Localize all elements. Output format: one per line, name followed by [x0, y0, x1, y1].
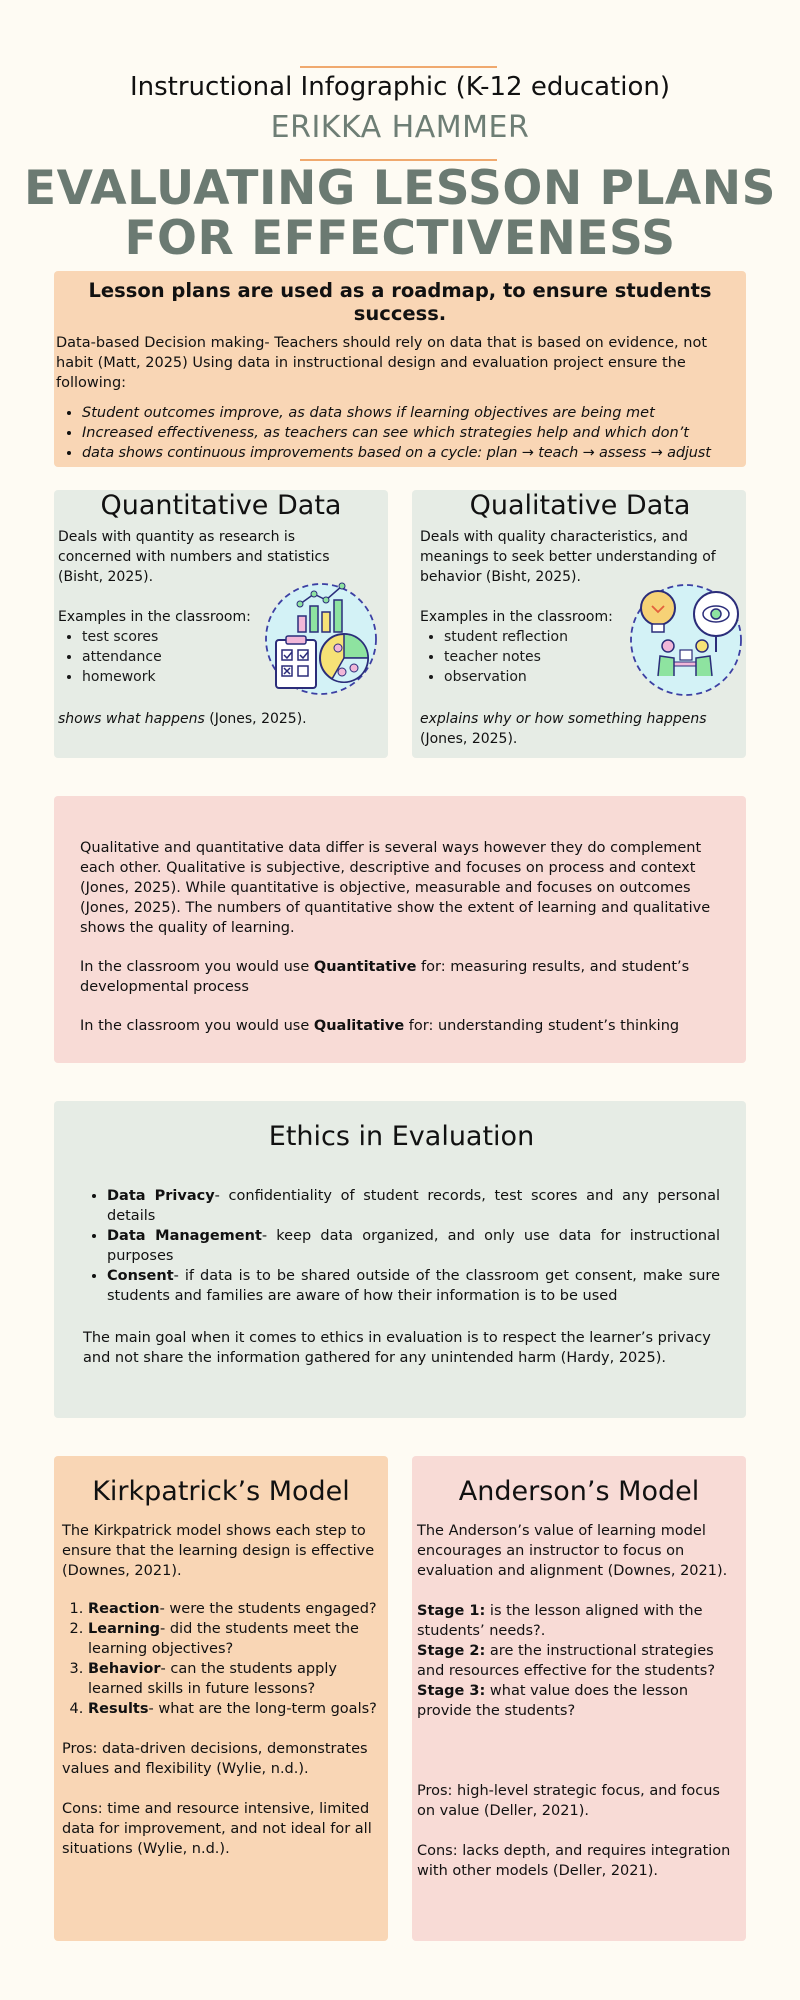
- step-text: - what are the long-term goals?: [148, 1701, 377, 1717]
- lightbulb-eye-icon: [624, 580, 746, 698]
- qualitative-use-bold: Qualitative: [313, 1018, 405, 1034]
- list-item: • homework: [82, 667, 384, 687]
- title-line-1: EVALUATING LESSON PLANS: [24, 161, 776, 216]
- list-item: • Increased effectiveness, as teachers can see which strategies help and which don’t: [82, 423, 744, 443]
- kirkpatrick-intro: The Kirkpatrick model shows each step to ensure that the learning design is effective (Downes, 2021).: [62, 1523, 375, 1579]
- step-term: Learning: [88, 1621, 161, 1637]
- list-item: [107, 1266, 720, 1306]
- stage-term: Stage 2:: [417, 1643, 486, 1659]
- intro-section: [54, 271, 746, 467]
- subtitle: Instructional Infographic (K-12 education): [129, 72, 671, 102]
- quantitative-description: Deals with quantity as research is concerned with numbers and statistics (Bisht, 2025).: [58, 529, 330, 585]
- step-text: - can the students apply learned skills in future lessons?: [88, 1661, 337, 1697]
- list-item: [88, 1599, 380, 1619]
- qualitative-footer: [420, 709, 740, 749]
- author-name: ERIKKA HAMMER: [270, 110, 530, 145]
- qualitative-use: [80, 1016, 720, 1036]
- intro-bullet-list: [56, 403, 744, 463]
- top-divider: [300, 66, 497, 68]
- ethics-term: Data Privacy: [107, 1188, 215, 1204]
- quantitative-footer-italic: shows what happens: [58, 711, 205, 727]
- qualitative-use-prefix: In the classroom you would use: [80, 1018, 314, 1034]
- anderson-stages: [417, 1601, 741, 1721]
- list-item: • student reflection: [444, 627, 740, 647]
- anderson-pros: Pros: high-level strategic focus, and focus on value (Deller, 2021).: [417, 1783, 720, 1819]
- quantitative-footer-citation: (Jones, 2025).: [204, 711, 307, 727]
- ethics-text: - if data is to be shared outside of the classroom get consent, make sure students and families are aware of how their information is to be used: [107, 1268, 720, 1304]
- stage-text: what value does the lesson provide the students?: [417, 1683, 689, 1719]
- stage-text: is the lesson aligned with the students’ needs?.: [417, 1603, 703, 1639]
- quantitative-examples-label: Examples in the classroom:: [58, 609, 251, 625]
- list-item: • test scores: [82, 627, 384, 647]
- quantitative-use: [80, 957, 720, 997]
- list-item: [88, 1619, 380, 1659]
- comparison-paragraph: Qualitative and quantitative data differ is several ways however they do complement each other. Qualitative is subjective, descriptive and focuses on process and context (Jones, 2025). While quantitative is objective, measurable and focuses on outcomes (Jones, 2025). The numbers of quantitative show the extent of learning and qualitative shows the quality of learning.: [80, 840, 711, 936]
- ethics-section: [54, 1101, 746, 1418]
- anderson-cons: Cons: lacks depth, and requires integration with other models (Deller, 2021).: [417, 1843, 731, 1879]
- qualitative-footer-italic: explains why or how something happens: [420, 711, 707, 727]
- kirkpatrick-section: [54, 1456, 388, 1941]
- quantitative-use-suffix: for: measuring results, and student’s developmental process: [80, 959, 690, 995]
- list-item: [88, 1659, 380, 1699]
- qualitative-use-suffix: for: understanding student’s thinking: [404, 1018, 680, 1034]
- kirkpatrick-cons: Cons: time and resource intensive, limited data for improvement, and not ideal for all situations (Wylie, n.d.).: [62, 1801, 372, 1857]
- ethics-list: [83, 1186, 720, 1306]
- list-item: • Student outcomes improve, as data shows if learning objectives are being met: [82, 403, 744, 423]
- intro-heading: Lesson plans are used as a roadmap, to ensure students success.: [88, 279, 712, 325]
- qualitative-footer-citation: (Jones, 2025).: [420, 731, 518, 747]
- list-item: [107, 1226, 720, 1266]
- stage-text: are the instructional strategies and resources effective for the students?: [417, 1643, 716, 1679]
- ethics-term: Data Management: [107, 1228, 262, 1244]
- step-term: Behavior: [88, 1661, 161, 1677]
- qualitative-title: Qualitative Data: [469, 490, 691, 521]
- step-term: Reaction: [88, 1601, 160, 1617]
- quantitative-use-bold: Quantitative: [313, 959, 417, 975]
- quantitative-use-prefix: In the classroom you would use: [80, 959, 314, 975]
- step-term: Results: [88, 1701, 149, 1717]
- qualitative-examples-label: Examples in the classroom:: [420, 609, 613, 625]
- comparison-section: [54, 796, 746, 1063]
- quantitative-footer: [58, 709, 384, 729]
- chart-clipboard-icon: [262, 578, 380, 696]
- title-line-2: FOR EFFECTIVENESS: [124, 211, 676, 266]
- list-item: [417, 1601, 741, 1641]
- stage-term: Stage 3:: [417, 1683, 486, 1699]
- ethics-title: Ethics in Evaluation: [268, 1121, 535, 1152]
- ethics-text: - keep data organized, and only use data for instructional purposes: [107, 1228, 720, 1264]
- stage-term: Stage 1:: [417, 1603, 486, 1619]
- ethics-summary: The main goal when it comes to ethics in evaluation is to respect the learner’s privacy and not share the information gathered for any unintended harm (Hardy, 2025).: [83, 1330, 711, 1366]
- kirkpatrick-steps: [62, 1599, 380, 1719]
- kirkpatrick-title: Kirkpatrick’s Model: [92, 1476, 350, 1507]
- list-item: • data shows continuous improvements based on a cycle: plan → teach → assess → adjust: [82, 443, 744, 463]
- list-item: [417, 1641, 741, 1681]
- list-item: • attendance: [82, 647, 384, 667]
- step-text: - did the students meet the learning objectives?: [88, 1621, 359, 1657]
- list-item: • observation: [444, 667, 740, 687]
- ethics-text: - confidentiality of student records, test scores and any personal details: [107, 1188, 721, 1224]
- quantitative-title: Quantitative Data: [100, 490, 342, 521]
- page-title: [0, 161, 800, 266]
- ethics-term: Consent: [107, 1268, 174, 1284]
- list-item: [107, 1186, 720, 1226]
- kirkpatrick-pros: Pros: data-driven decisions, demonstrates values and flexibility (Wylie, n.d.).: [62, 1741, 368, 1777]
- intro-text: Data-based Decision making- Teachers should rely on data that is based on evidence, not habit (Matt, 2025) Using data in instructional design and evaluation project ensure the following:: [56, 335, 708, 391]
- anderson-intro: The Anderson’s value of learning model encourages an instructor to focus on evaluation and alignment (Downes, 2021).: [417, 1523, 728, 1579]
- anderson-title: Anderson’s Model: [458, 1476, 700, 1507]
- list-item: • teacher notes: [444, 647, 740, 667]
- step-text: - were the students engaged?: [159, 1601, 377, 1617]
- list-item: [417, 1681, 741, 1721]
- list-item: [88, 1699, 380, 1719]
- qualitative-description: Deals with quality characteristics, and meanings to seek better understanding of behavior (Bisht, 2025).: [420, 529, 716, 585]
- anderson-section: [412, 1456, 746, 1941]
